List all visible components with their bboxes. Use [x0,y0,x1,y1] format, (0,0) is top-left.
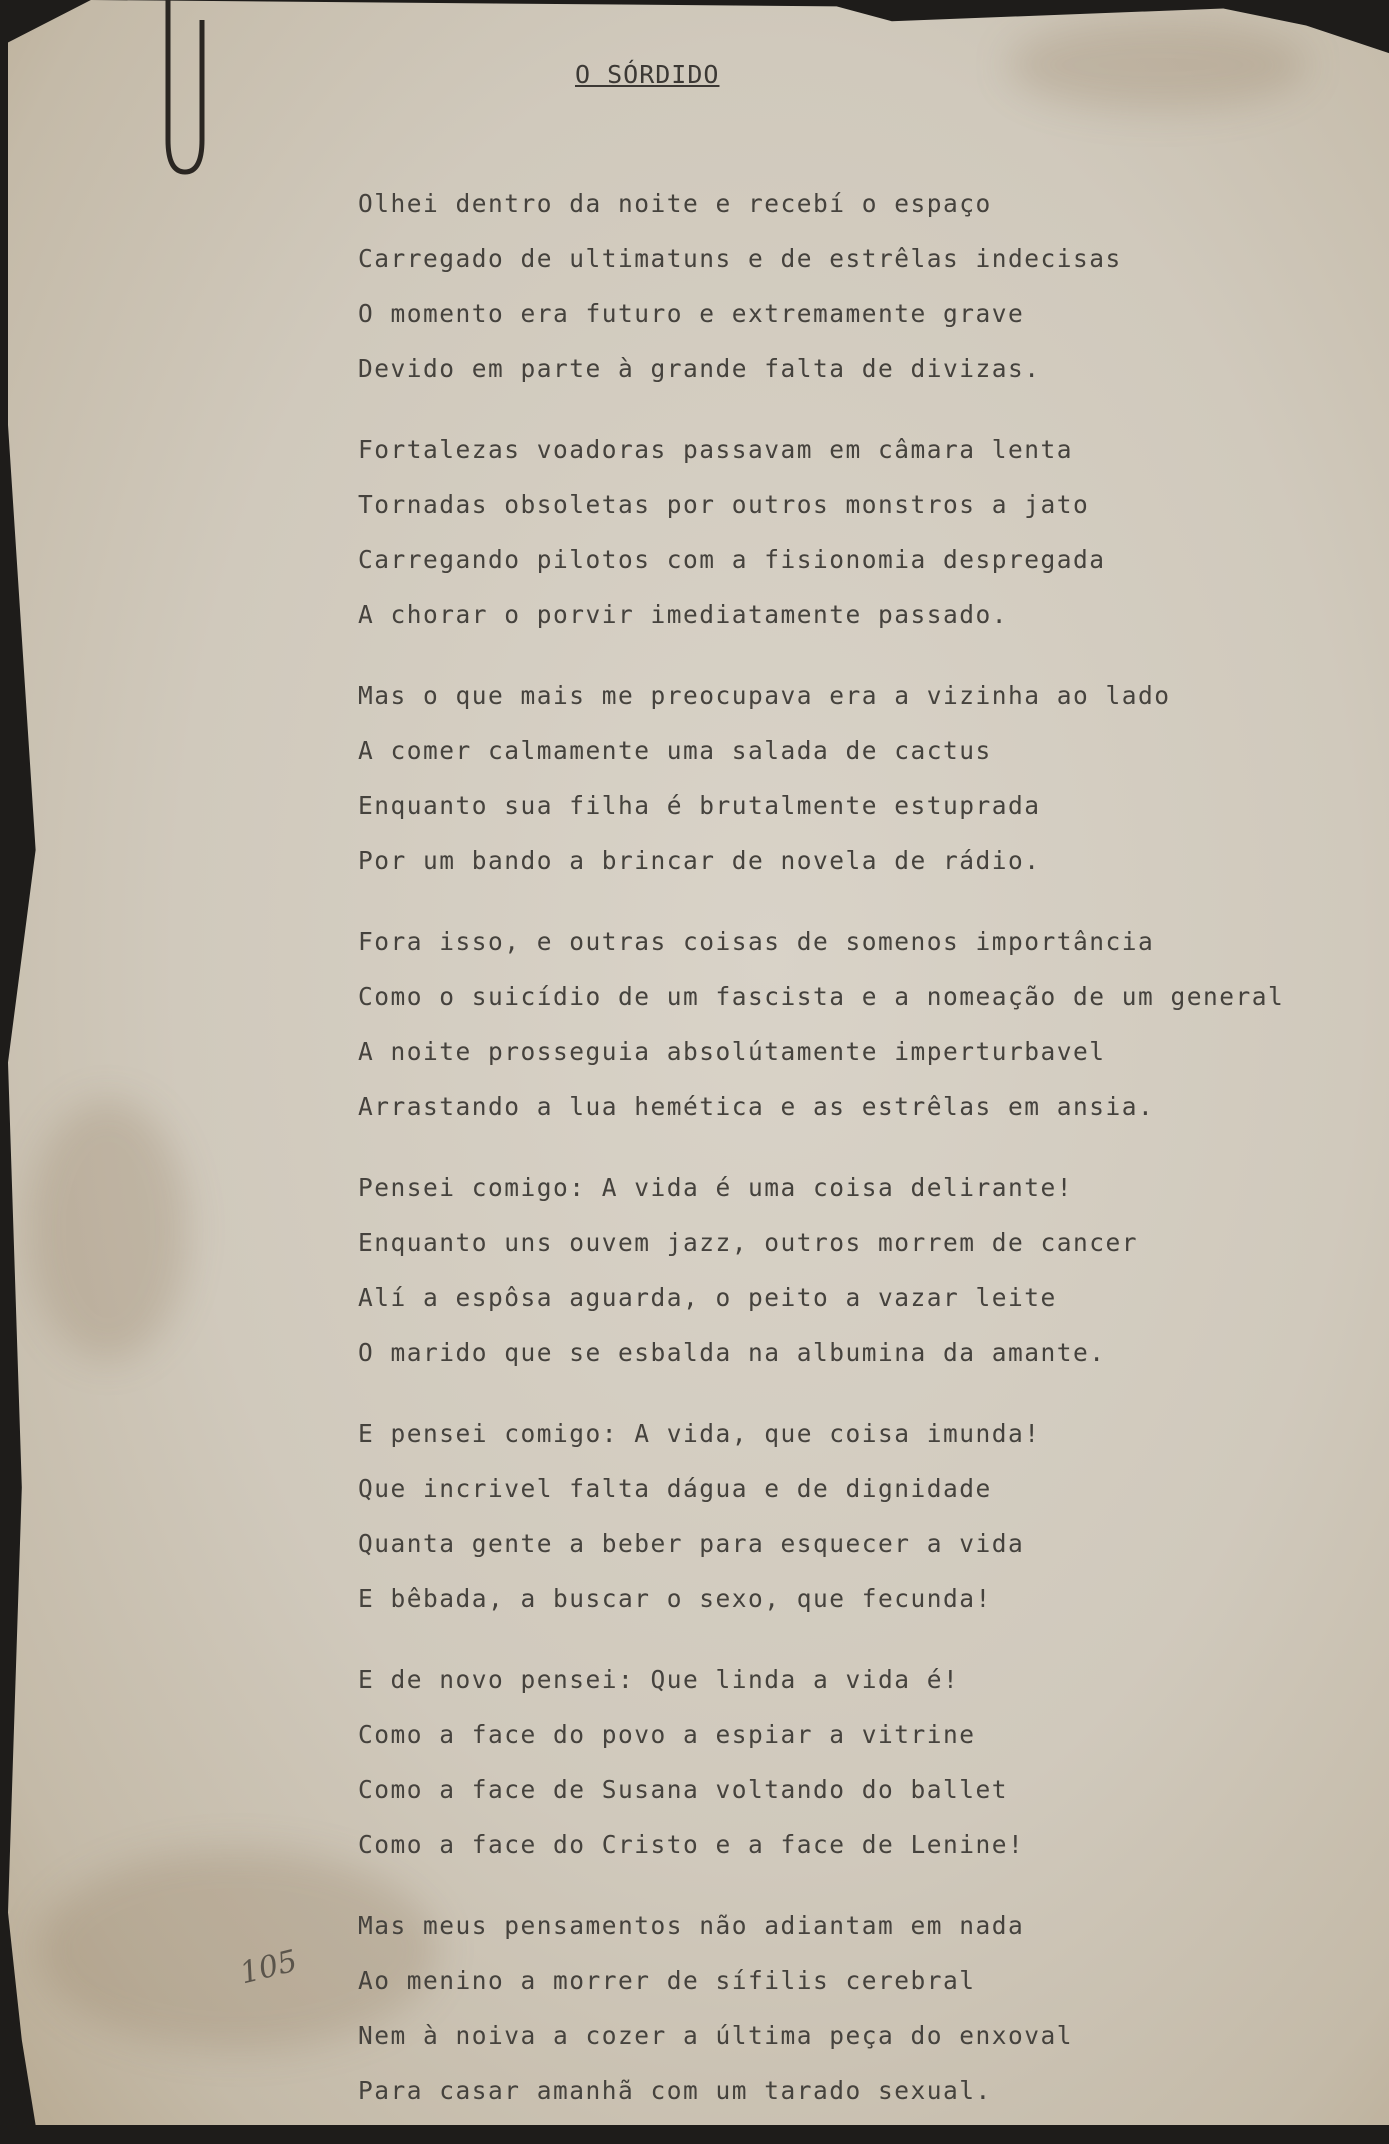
poem-line: Fora isso, e outras coisas de somenos importância [358,927,1155,956]
stanza [358,1898,1358,2118]
poem-line: Pensei comigo: A vida é uma coisa delirante! [358,1173,1074,1202]
poem-line: Fortalezas voadoras passavam em câmara lenta [358,435,1074,464]
poem-line: Arrastando a lua hemética e as estrêlas em ansia. [358,1092,1155,1121]
poem-line: Enquanto sua filha é brutalmente estuprada [358,791,1041,820]
poem-line: Devido em parte à grande falta de divizas. [358,354,1041,383]
poem-line: E de novo pensei: Que linda a vida é! [358,1665,960,1694]
stanza [358,422,1358,642]
poem-title: O SÓRDIDO [575,60,720,89]
poem-line: A noite prosseguia absolútamente imperturbavel [358,1037,1106,1066]
paper-stain [28,1100,188,1360]
poem-line: Como o suicídio de um fascista e a nomeação de um general [358,982,1285,1011]
poem-line: Como a face do povo a espiar a vitrine [358,1720,976,1749]
stanza [358,914,1358,1134]
poem-line: Olhei dentro da noite e recebí o espaço [358,189,992,218]
poem-line: Mas meus pensamentos não adiantam em nada [358,1911,1025,1940]
stanza [358,1652,1358,1872]
poem-line: Para casar amanhã com um tarado sexual. [358,2076,992,2105]
poem-line: Quanta gente a beber para esquecer a vida [358,1529,1025,1558]
paperclip-icon [162,0,208,178]
poem-line: E bêbada, a buscar o sexo, que fecunda! [358,1584,992,1613]
stanza [358,176,1358,396]
stanza [358,1406,1358,1626]
poem-line: E pensei comigo: A vida, que coisa imunda! [358,1419,1041,1448]
poem-line: A comer calmamente uma salada de cactus [358,736,992,765]
poem-line: Nem à noiva a cozer a última peça do enxoval [358,2021,1074,2050]
poem-line: Ao menino a morrer de sífilis cerebral [358,1966,976,1995]
poem-line: Como a face de Susana voltando do ballet [358,1775,1009,1804]
poem-line: O momento era futuro e extremamente grave [358,299,1025,328]
poem-line: Carregando pilotos com a fisionomia despregada [358,545,1106,574]
poem-line: Alí a espôsa aguarda, o peito a vazar leite [358,1283,1057,1312]
poem-line: Enquanto uns ouvem jazz, outros morrem de cancer [358,1228,1139,1257]
poem-line: O marido que se esbalda na albumina da amante. [358,1338,1106,1367]
handwritten-page-number: 105 [236,1943,301,1992]
stanza [358,668,1358,888]
poem-line: A chorar o porvir imediatamente passado. [358,600,1009,629]
stanza [358,1160,1358,1380]
paper-stain [1008,20,1308,110]
poem-body [358,176,1358,2144]
poem-line: Tornadas obsoletas por outros monstros a jato [358,490,1090,519]
poem-line: Mas o que mais me preocupava era a vizinha ao lado [358,681,1171,710]
poem-line: Que incrivel falta dágua e de dignidade [358,1474,992,1503]
poem-line: Por um bando a brincar de novela de rádio. [358,846,1041,875]
poem-line: Como a face do Cristo e a face de Lenine! [358,1830,1025,1859]
poem-line: Carregado de ultimatuns e de estrêlas indecisas [358,244,1122,273]
